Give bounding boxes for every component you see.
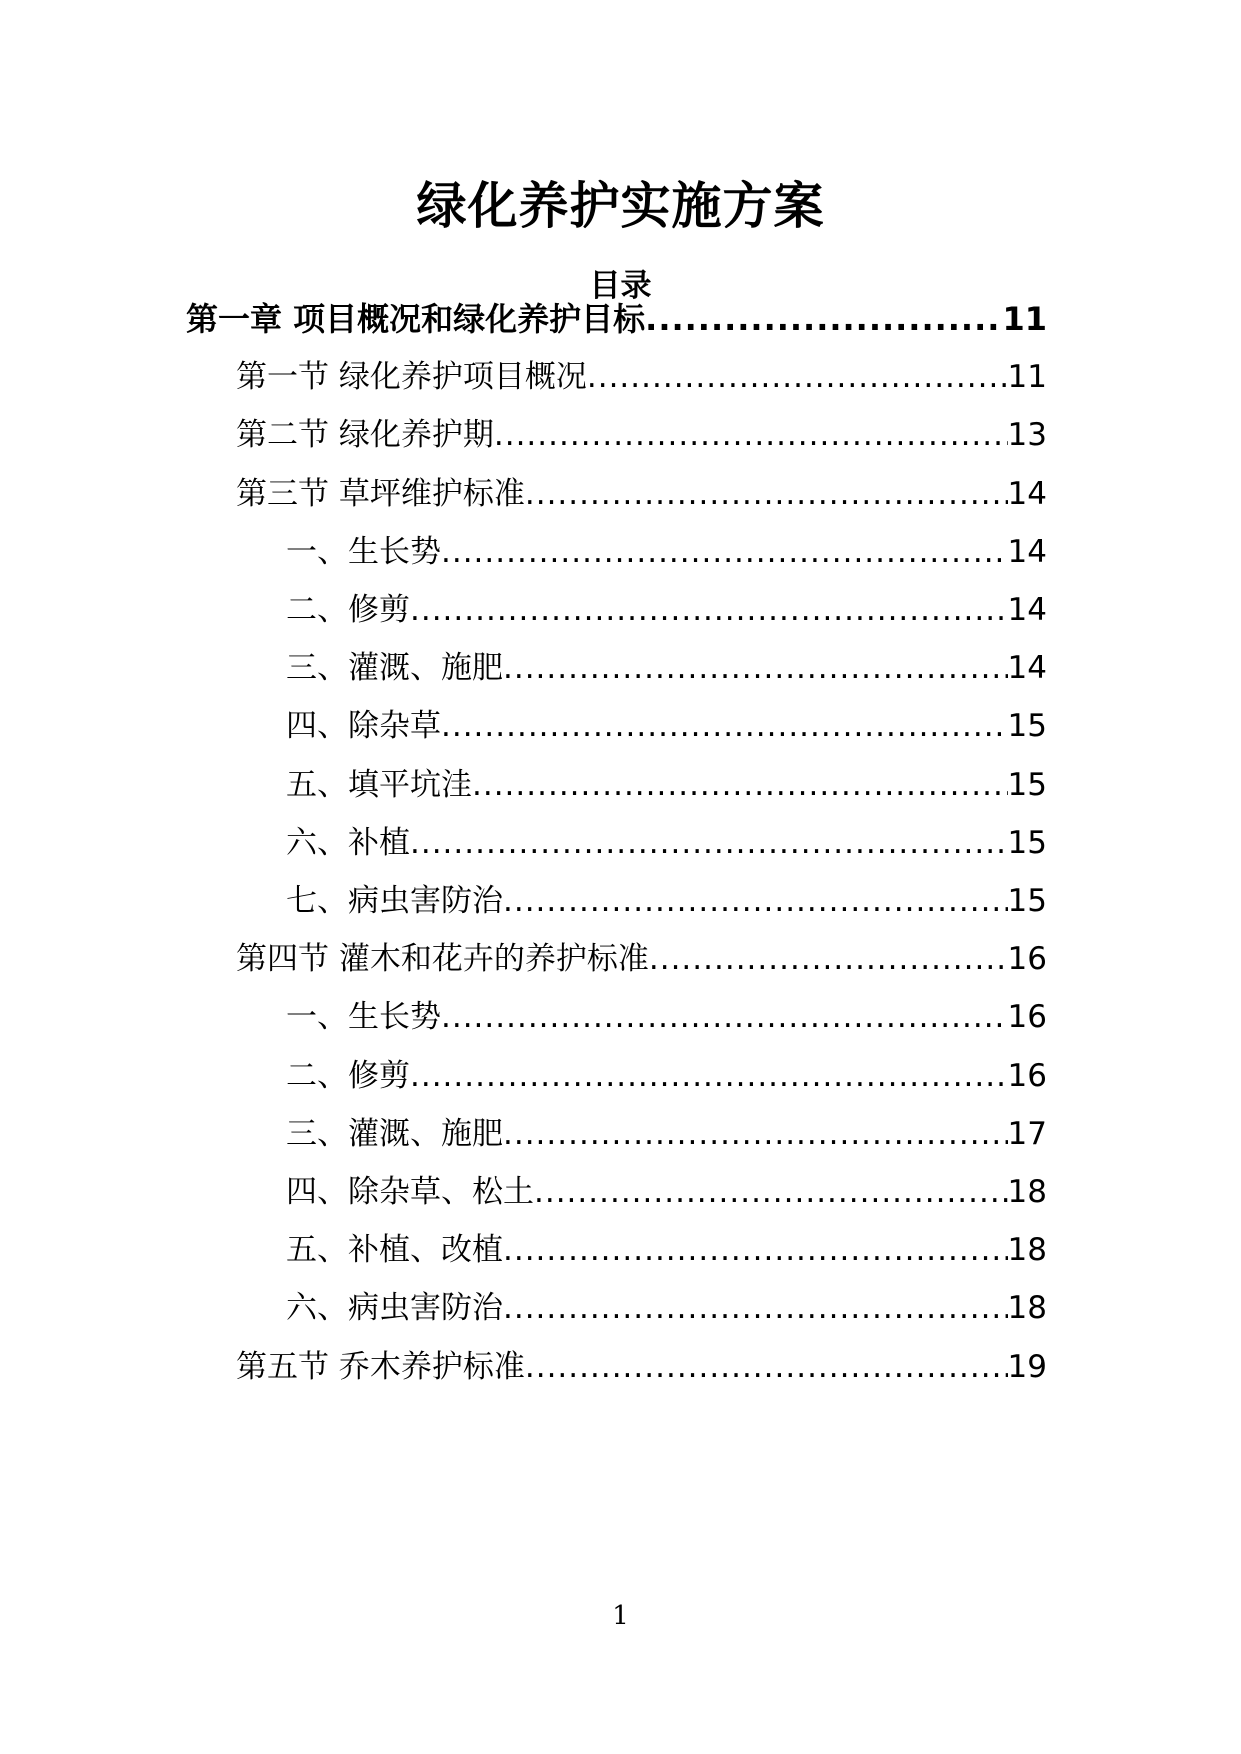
toc-dot-leader xyxy=(525,1345,1008,1389)
page-number: 1 xyxy=(612,1601,629,1631)
toc-entry[interactable] xyxy=(236,472,1047,516)
toc-heading: 目录 xyxy=(589,268,652,304)
toc-entry-page: 14 xyxy=(1007,534,1047,570)
toc-entry[interactable] xyxy=(286,1112,1047,1156)
toc-entry-label: 五、补植、改植 xyxy=(286,1232,503,1268)
toc-dot-leader xyxy=(503,1112,1008,1156)
toc-dot-leader xyxy=(472,763,1008,807)
toc-entry-label: 六、补植 xyxy=(286,825,410,861)
toc-entry-page: 15 xyxy=(1007,708,1047,744)
toc-entry[interactable] xyxy=(286,995,1047,1039)
toc-entry-page: 18 xyxy=(1007,1174,1047,1210)
toc-entry-label: 四、除杂草 xyxy=(286,708,441,744)
toc-entry-label: 七、病虫害防治 xyxy=(286,883,503,919)
toc-entry-label: 五、填平坑洼 xyxy=(286,767,472,803)
toc-entry-page: 11 xyxy=(1007,359,1047,395)
toc-dot-leader xyxy=(534,1170,1008,1214)
toc-entry-label: 三、灌溉、施肥 xyxy=(286,1116,503,1152)
toc-dot-leader xyxy=(410,1054,1008,1098)
toc-dot-leader xyxy=(410,588,1008,632)
toc-dot-leader xyxy=(410,821,1008,865)
document-title: 绿化养护实施方案 xyxy=(416,177,825,235)
toc-dot-leader xyxy=(494,413,1008,457)
toc-entry[interactable] xyxy=(236,355,1047,399)
toc-entry[interactable] xyxy=(286,646,1047,690)
toc-entry-label: 第四节 灌木和花卉的养护标准 xyxy=(236,941,649,977)
toc-dot-leader xyxy=(441,995,1008,1039)
toc-entry-page: 14 xyxy=(1007,476,1047,512)
toc-dot-leader xyxy=(649,937,1008,981)
toc-entry-page: 16 xyxy=(1007,1058,1047,1094)
toc-entry[interactable] xyxy=(286,1228,1047,1272)
toc-entry-label: 六、病虫害防治 xyxy=(286,1290,503,1326)
toc-entry-page: 15 xyxy=(1007,767,1047,803)
toc-entry-label: 一、生长势 xyxy=(286,534,441,570)
toc-entry-label: 三、灌溉、施肥 xyxy=(286,650,503,686)
toc-entry-label: 四、除杂草、松土 xyxy=(286,1174,534,1210)
toc-entry-page: 16 xyxy=(1007,999,1047,1035)
toc-entry-page: 18 xyxy=(1007,1290,1047,1326)
toc-entry-page: 16 xyxy=(1007,941,1047,977)
toc-dot-leader xyxy=(441,530,1008,574)
toc-entry-label: 第三节 草坪维护标准 xyxy=(236,476,525,512)
toc-dot-leader xyxy=(441,704,1008,748)
toc-entry[interactable] xyxy=(286,704,1047,748)
toc-entry-label: 一、生长势 xyxy=(286,999,441,1035)
toc-entry[interactable] xyxy=(286,1054,1047,1098)
toc-entry-page: 17 xyxy=(1007,1116,1047,1152)
toc-entry-page: 14 xyxy=(1007,650,1047,686)
toc-dot-leader xyxy=(587,355,1008,399)
toc-dot-leader xyxy=(503,1228,1008,1272)
toc-dot-leader xyxy=(525,472,1008,516)
toc-entry-label: 第一节 绿化养护项目概况 xyxy=(236,359,587,395)
toc-entry-page: 13 xyxy=(1007,417,1047,453)
toc-entry[interactable] xyxy=(286,821,1047,865)
toc-dot-leader xyxy=(645,297,1002,341)
toc-entry[interactable] xyxy=(236,937,1047,981)
toc-entry-label: 第二节 绿化养护期 xyxy=(236,417,494,453)
toc-entry[interactable] xyxy=(286,1170,1047,1214)
toc-entry-label: 第一章 项目概况和绿化养护目标 xyxy=(186,300,646,338)
toc-dot-leader xyxy=(503,646,1008,690)
toc-entry-page: 14 xyxy=(1007,592,1047,628)
toc-entry[interactable] xyxy=(286,530,1047,574)
toc-entry-page: 18 xyxy=(1007,1232,1047,1268)
toc-entry[interactable] xyxy=(236,413,1047,457)
toc-entry[interactable] xyxy=(186,297,1047,341)
toc-entry-page: 15 xyxy=(1007,825,1047,861)
toc-entry-page: 19 xyxy=(1007,1349,1047,1385)
toc-entry[interactable] xyxy=(286,879,1047,923)
toc-entry-page: 11 xyxy=(1002,300,1047,338)
toc-entry-label: 二、修剪 xyxy=(286,592,410,628)
toc-entry[interactable] xyxy=(286,763,1047,807)
toc-dot-leader xyxy=(503,1286,1008,1330)
toc-entry-page: 15 xyxy=(1007,883,1047,919)
toc-entry[interactable] xyxy=(286,1286,1047,1330)
toc-entry[interactable] xyxy=(236,1345,1047,1389)
toc-entry-label: 第五节 乔木养护标准 xyxy=(236,1349,525,1385)
toc-dot-leader xyxy=(503,879,1008,923)
toc-entry-label: 二、修剪 xyxy=(286,1058,410,1094)
toc-entry[interactable] xyxy=(286,588,1047,632)
